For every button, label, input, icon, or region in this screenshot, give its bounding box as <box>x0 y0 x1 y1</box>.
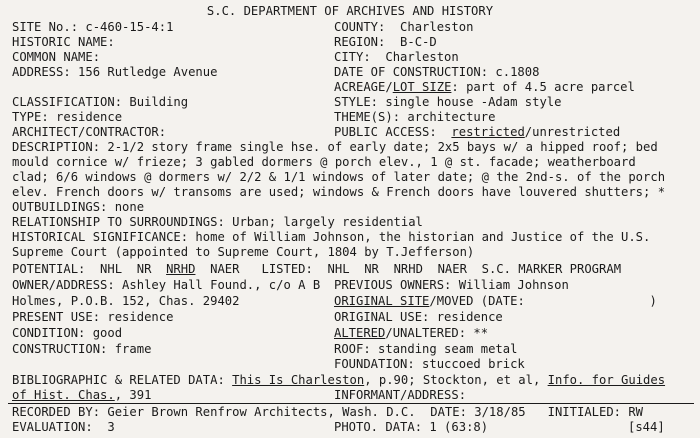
header-title: S.C. DEPARTMENT OF ARCHIVES AND HISTORY <box>206 4 494 18</box>
potential-suffix: NAER LISTED: NHL NR NRHD NAER S.C. MARKER PROGRAM <box>195 262 622 276</box>
bibliography-prefix: BIBLIOGRAPHIC & RELATED DATA: <box>12 373 233 387</box>
sheet-code: [s44] <box>628 420 665 434</box>
potential-prefix: POTENTIAL: NHL NR <box>12 262 167 276</box>
acreage-value: : part of 4.5 acre parcel <box>451 80 635 94</box>
city: CITY: Charleston <box>334 50 459 64</box>
outbuildings: OUTBUILDINGS: none <box>12 200 145 214</box>
potential-listed <box>12 262 621 277</box>
relationship-to-surroundings: RELATIONSHIP TO SURROUNDINGS: Urban; largely residential <box>12 215 423 229</box>
address: ADDRESS: 156 Rutledge Avenue <box>12 65 218 79</box>
historic-name: HISTORIC NAME: <box>12 35 115 49</box>
description-line: DESCRIPTION: 2-1/2 story frame single hse. of early date; 2x5 bays w/ a hipped roof; bed <box>12 140 658 154</box>
bibliography <box>12 373 665 388</box>
description-line: clad; 6/6 windows @ dormers w/ 2/2 & 1/1 windows of later date; @ the 2nd-s. of the porch <box>12 170 666 184</box>
altered-underlined: ALTERED <box>334 326 386 340</box>
unaltered: /UNALTERED: ** <box>385 326 489 340</box>
lot-size-underlined: LOT SIZE <box>392 80 452 94</box>
themes: THEME(S): architecture <box>334 110 496 124</box>
public-access-prefix: PUBLIC ACCESS: <box>334 125 452 139</box>
moved-date: /MOVED (DATE: ) <box>429 294 657 308</box>
original-site-underlined: ORIGINAL SITE <box>334 294 430 308</box>
region: REGION: B-C-D <box>334 35 437 49</box>
roof: ROOF: standing seam metal <box>334 342 518 356</box>
bibliography-title-1: This Is Charleston <box>232 373 365 387</box>
owner-address: OWNER/ADDRESS: Ashley Hall Found., c/o A B <box>12 278 321 292</box>
bibliography-end: , 391 <box>114 388 152 402</box>
bibliography-title-2-cont: of Hist. Chas. <box>12 388 115 402</box>
nrhd-underlined: NRHD <box>166 262 196 276</box>
architect-contractor: ARCHITECT/CONTRACTOR: <box>12 125 167 139</box>
public-access-suffix: /unrestricted <box>524 125 621 139</box>
bibliography-middle: , p.90; Stockton, et al, <box>364 373 548 387</box>
restricted-underlined: restricted <box>451 125 525 139</box>
style: STYLE: single house -Adam style <box>334 95 562 109</box>
present-use: PRESENT USE: residence <box>12 310 174 324</box>
condition: CONDITION: good <box>12 326 123 340</box>
evaluation: EVALUATION: 3 <box>12 420 115 434</box>
original-site <box>334 294 657 309</box>
construction: CONSTRUCTION: frame <box>12 342 152 356</box>
historical-significance: HISTORICAL SIGNIFICANCE: home of William Johnson, the historian and Justice of the U.S. <box>12 230 651 244</box>
owner-address-cont: Holmes, P.O.B. 152, Chas. 29402 <box>12 294 240 308</box>
county: COUNTY: Charleston <box>334 20 474 34</box>
common-name: COMMON NAME: <box>12 50 101 64</box>
date-of-construction: DATE OF CONSTRUCTION: c.1808 <box>334 65 540 79</box>
bibliography-title-2: Info. for Guides <box>547 373 666 387</box>
public-access <box>334 125 620 140</box>
recorded-by: RECORDED BY: Geier Brown Renfrow Architects, Wash. D.C. DATE: 3/18/85 INITIALED: RW <box>12 405 644 419</box>
acreage <box>334 80 635 95</box>
previous-owners: PREVIOUS OWNERS: William Johnson <box>334 278 569 292</box>
historical-significance-cont: Supreme Court (appointed to Supreme Court, 1804 by T.Jefferson) <box>12 245 475 259</box>
description-line: elev. French doors w/ transoms are used; windows & French doors have louvered shutters; * <box>12 185 666 199</box>
foundation: FOUNDATION: stuccoed brick <box>334 357 525 371</box>
photo-data: PHOTO. DATA: 1 (63:8) <box>334 420 489 434</box>
type: TYPE: residence <box>12 110 123 124</box>
classification: CLASSIFICATION: Building <box>12 95 189 109</box>
original-use: ORIGINAL USE: residence <box>334 310 503 324</box>
divider <box>8 403 694 404</box>
acreage-prefix: ACREAGE/ <box>334 80 393 94</box>
informant-address: INFORMANT/ADDRESS: <box>334 388 467 402</box>
site-number: SITE No.: c-460-15-4:1 <box>12 20 174 34</box>
altered <box>334 326 488 341</box>
description-line: mould cornice w/ frieze; 3 gabled dormers @ porch elev., 1 @ st. facade; weatherboard <box>12 155 636 169</box>
bibliography-cont <box>12 388 151 403</box>
